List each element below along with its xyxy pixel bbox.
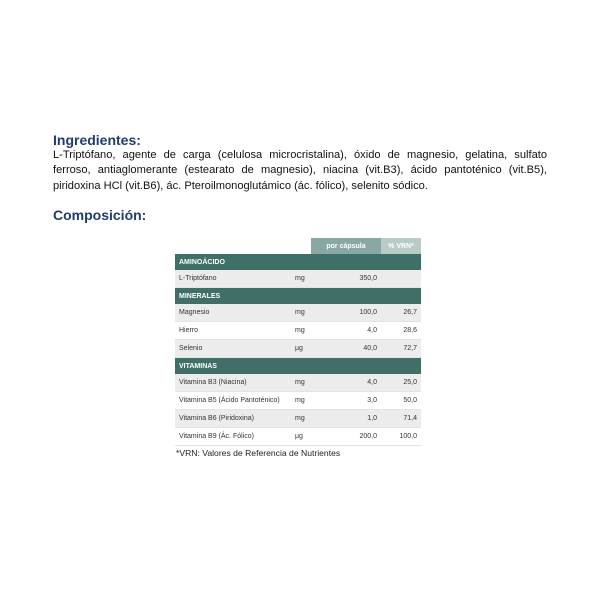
- table-row: [175, 322, 421, 340]
- nutrient-vrn: 25,0: [381, 374, 421, 392]
- ingredients-heading: Ingredientes:: [53, 132, 141, 148]
- vrn-footnote: *VRN: Valores de Referencia de Nutrientes: [176, 448, 341, 458]
- nutrient-amount: 350,0: [311, 270, 381, 288]
- section-row: [175, 288, 421, 305]
- composition-heading: Composición:: [53, 207, 147, 223]
- composition-table: [175, 238, 421, 446]
- table-row: [175, 304, 421, 322]
- header-vrn: % VRN*: [381, 238, 421, 254]
- section-row: [175, 254, 421, 270]
- nutrient-vrn: 100,0: [381, 428, 421, 446]
- nutrient-name: Vitamina B5 (Ácido Pantoténico): [175, 392, 291, 410]
- table-row: [175, 270, 421, 288]
- nutrient-unit: mg: [291, 374, 311, 392]
- nutrient-unit: mg: [291, 304, 311, 322]
- nutrient-vrn: [381, 270, 421, 288]
- nutrient-name: Selenio: [175, 340, 291, 358]
- nutrient-vrn: 26,7: [381, 304, 421, 322]
- ingredients-text: L-Triptófano, agente de carga (celulosa microcristalina), óxido de magnesio, gelatina, sulfato ferroso, antiaglomerante (estearato de magnesio), niacina (vit.B3), ácido pantoténico (vit.B5), piridoxina HCl (vit.B6), ác. Pteroilmonoglutámico (ác. fólico), selenito sódico.: [53, 149, 547, 192]
- section-title: AMINOÁCIDO: [175, 254, 421, 270]
- nutrient-unit: µg: [291, 340, 311, 358]
- nutrient-unit: mg: [291, 322, 311, 340]
- table-row: [175, 374, 421, 392]
- nutrient-name: Hierro: [175, 322, 291, 340]
- nutrient-amount: 200,0: [311, 428, 381, 446]
- section-title: MINERALES: [175, 288, 421, 305]
- table-row: [175, 392, 421, 410]
- composition-table-container: [175, 238, 421, 446]
- nutrient-amount: 100,0: [311, 304, 381, 322]
- nutrient-name: Vitamina B3 (Niacina): [175, 374, 291, 392]
- nutrient-name: L-Triptófano: [175, 270, 291, 288]
- nutrient-unit: mg: [291, 392, 311, 410]
- nutrient-unit: µg: [291, 428, 311, 446]
- header-blank-unit-cell: [291, 238, 311, 254]
- nutrient-amount: 4,0: [311, 374, 381, 392]
- table-header-row: [175, 238, 421, 254]
- section-title: VITAMINAS: [175, 358, 421, 375]
- header-per-capsule: por cápsula: [311, 238, 381, 254]
- nutrient-unit: mg: [291, 410, 311, 428]
- nutrient-vrn: 50,0: [381, 392, 421, 410]
- table-row: [175, 428, 421, 446]
- nutrient-name: Vitamina B9 (Ác. Fólico): [175, 428, 291, 446]
- table-row: [175, 340, 421, 358]
- nutrient-vrn: 71,4: [381, 410, 421, 428]
- nutrient-amount: 40,0: [311, 340, 381, 358]
- nutrient-amount: 1,0: [311, 410, 381, 428]
- nutrient-name: Vitamina B6 (Piridoxina): [175, 410, 291, 428]
- nutrient-amount: 3,0: [311, 392, 381, 410]
- table-body: [175, 254, 421, 446]
- nutrient-unit: mg: [291, 270, 311, 288]
- nutrient-vrn: 28,6: [381, 322, 421, 340]
- header-blank-cell: [175, 238, 291, 254]
- table-row: [175, 410, 421, 428]
- nutrient-amount: 4,0: [311, 322, 381, 340]
- nutrient-name: Magnesio: [175, 304, 291, 322]
- section-row: [175, 358, 421, 375]
- nutrient-vrn: 72,7: [381, 340, 421, 358]
